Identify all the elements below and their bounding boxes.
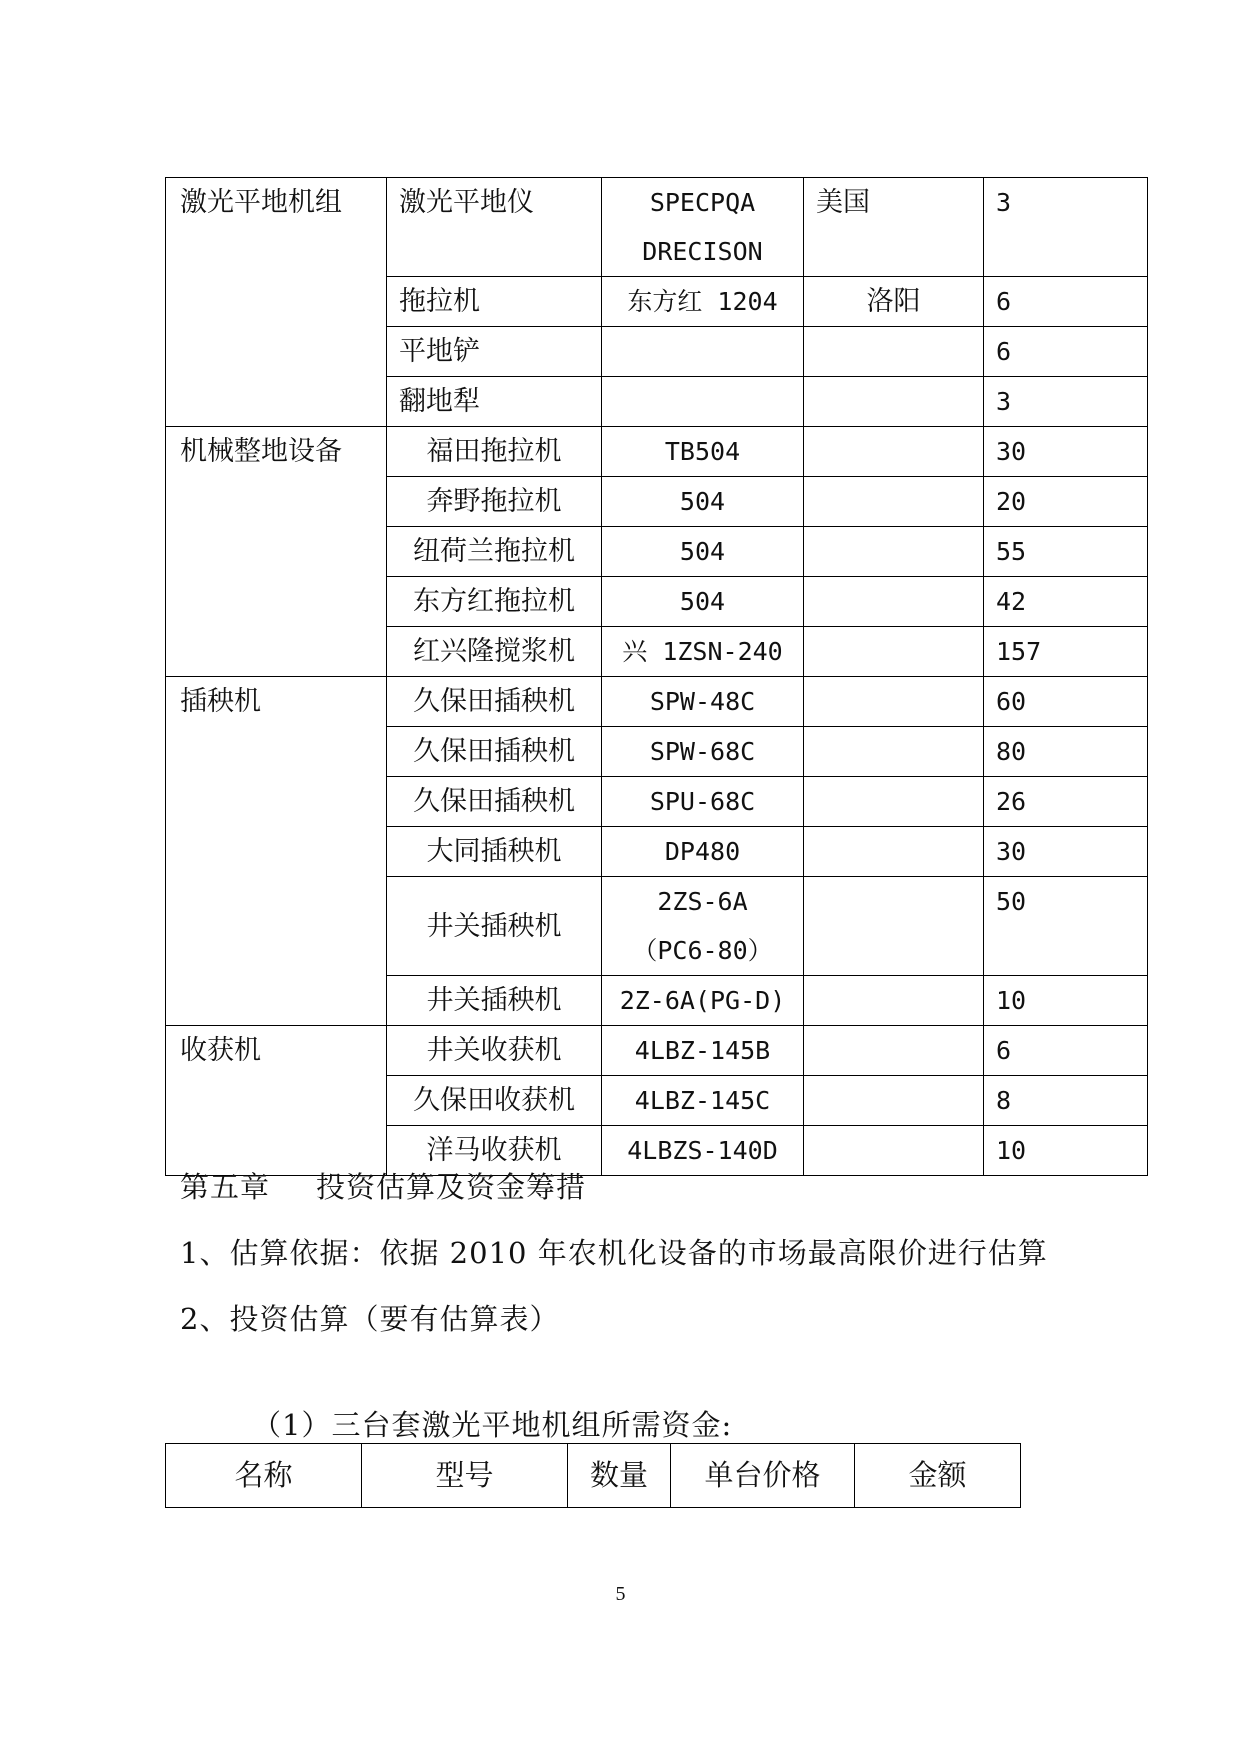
qty-cell: 6 — [984, 1026, 1148, 1076]
model-cell: TB504 — [602, 427, 804, 477]
model-cell: 2Z-6A(PG-D) — [602, 976, 804, 1026]
origin-cell — [804, 427, 984, 477]
qty-cell: 30 — [984, 827, 1148, 877]
model-line: 2ZS-6A — [657, 887, 748, 916]
item-cell: 久保田收获机 — [387, 1076, 602, 1126]
origin-cell: 美国 — [804, 178, 984, 277]
table-row — [166, 178, 1148, 277]
origin-cell — [804, 827, 984, 877]
item-cell: 久保田插秧机 — [387, 777, 602, 827]
origin-cell — [804, 627, 984, 677]
qty-cell: 55 — [984, 527, 1148, 577]
header-quantity: 数量 — [568, 1444, 671, 1508]
qty-cell: 6 — [984, 277, 1148, 327]
table-row — [166, 427, 1148, 477]
item-cell: 久保田插秧机 — [387, 677, 602, 727]
page-number: 5 — [615, 1583, 626, 1605]
chapter-heading — [180, 1165, 586, 1206]
model-cell: SPW-48C — [602, 677, 804, 727]
qty-cell: 20 — [984, 477, 1148, 527]
origin-cell — [804, 527, 984, 577]
qty-cell: 26 — [984, 777, 1148, 827]
item-cell: 纽荷兰拖拉机 — [387, 527, 602, 577]
model-cell — [602, 377, 804, 427]
table-row — [166, 677, 1148, 727]
qty-cell: 80 — [984, 727, 1148, 777]
item-cell: 红兴隆搅浆机 — [387, 627, 602, 677]
header-name: 名称 — [166, 1444, 362, 1508]
model-cell: 东方红 1204 — [602, 277, 804, 327]
model-cell: 4LBZS-140D — [602, 1126, 804, 1176]
origin-cell — [804, 1126, 984, 1176]
model-cell: 4LBZ-145B — [602, 1026, 804, 1076]
item-cell: 井关收获机 — [387, 1026, 602, 1076]
qty-cell: 157 — [984, 627, 1148, 677]
origin-cell — [804, 577, 984, 627]
category-cell: 收获机 — [166, 1026, 387, 1176]
model-line: （PC6-80） — [632, 936, 773, 965]
model-cell: SPU-68C — [602, 777, 804, 827]
item-cell: 平地铲 — [387, 327, 602, 377]
header-unit-price: 单台价格 — [671, 1444, 855, 1508]
equipment-table — [165, 177, 1148, 1176]
qty-cell: 3 — [984, 178, 1148, 277]
qty-cell: 60 — [984, 677, 1148, 727]
origin-cell — [804, 1026, 984, 1076]
origin-cell — [804, 477, 984, 527]
model-cell — [602, 327, 804, 377]
origin-cell — [804, 976, 984, 1026]
origin-cell: 洛阳 — [804, 277, 984, 327]
model-cell — [602, 178, 804, 277]
item-cell: 福田拖拉机 — [387, 427, 602, 477]
qty-cell: 10 — [984, 1126, 1148, 1176]
origin-cell — [804, 777, 984, 827]
item-cell: 激光平地仪 — [387, 178, 602, 277]
item-cell: 大同插秧机 — [387, 827, 602, 877]
item-cell: 井关插秧机 — [387, 877, 602, 976]
item-cell: 久保田插秧机 — [387, 727, 602, 777]
qty-cell: 8 — [984, 1076, 1148, 1126]
category-cell: 插秧机 — [166, 677, 387, 1026]
category-cell: 激光平地机组 — [166, 178, 387, 427]
header-amount: 金额 — [855, 1444, 1021, 1508]
model-cell: 504 — [602, 527, 804, 577]
estimate-basis-paragraph: 1、估算依据：依据 2010 年农机化设备的市场最高限价进行估算 — [180, 1236, 1048, 1270]
header-model: 型号 — [362, 1444, 568, 1508]
origin-cell — [804, 727, 984, 777]
item-cell: 洋马收获机 — [387, 1126, 602, 1176]
model-cell: 兴 1ZSN-240 — [602, 627, 804, 677]
table-row — [166, 1026, 1148, 1076]
chapter-number: 第五章 — [180, 1170, 271, 1204]
model-cell: 4LBZ-145C — [602, 1076, 804, 1126]
qty-cell: 50 — [984, 877, 1148, 976]
funding-subheading: （1）三台套激光平地机组所需资金: — [252, 1408, 733, 1442]
item-cell: 奔野拖拉机 — [387, 477, 602, 527]
model-cell — [602, 877, 804, 976]
item-cell: 拖拉机 — [387, 277, 602, 327]
item-cell: 井关插秧机 — [387, 976, 602, 1026]
category-cell: 机械整地设备 — [166, 427, 387, 677]
qty-cell: 10 — [984, 976, 1148, 1026]
origin-cell — [804, 377, 984, 427]
origin-cell — [804, 677, 984, 727]
chapter-title: 投资估算及资金筹措 — [316, 1170, 587, 1204]
qty-cell: 6 — [984, 327, 1148, 377]
price-table — [165, 1443, 1021, 1508]
origin-cell — [804, 877, 984, 976]
model-line: SPECPQA — [649, 188, 756, 217]
item-cell: 东方红拖拉机 — [387, 577, 602, 627]
origin-cell — [804, 1076, 984, 1126]
model-cell: 504 — [602, 477, 804, 527]
qty-cell: 42 — [984, 577, 1148, 627]
qty-cell: 30 — [984, 427, 1148, 477]
investment-estimate-paragraph: 2、投资估算（要有估算表） — [180, 1302, 560, 1336]
origin-cell — [804, 327, 984, 377]
model-cell: SPW-68C — [602, 727, 804, 777]
table-header-row — [166, 1444, 1021, 1508]
qty-cell: 3 — [984, 377, 1148, 427]
model-cell: 504 — [602, 577, 804, 627]
model-line: DRECISON — [642, 237, 763, 266]
model-cell: DP480 — [602, 827, 804, 877]
item-cell: 翻地犁 — [387, 377, 602, 427]
